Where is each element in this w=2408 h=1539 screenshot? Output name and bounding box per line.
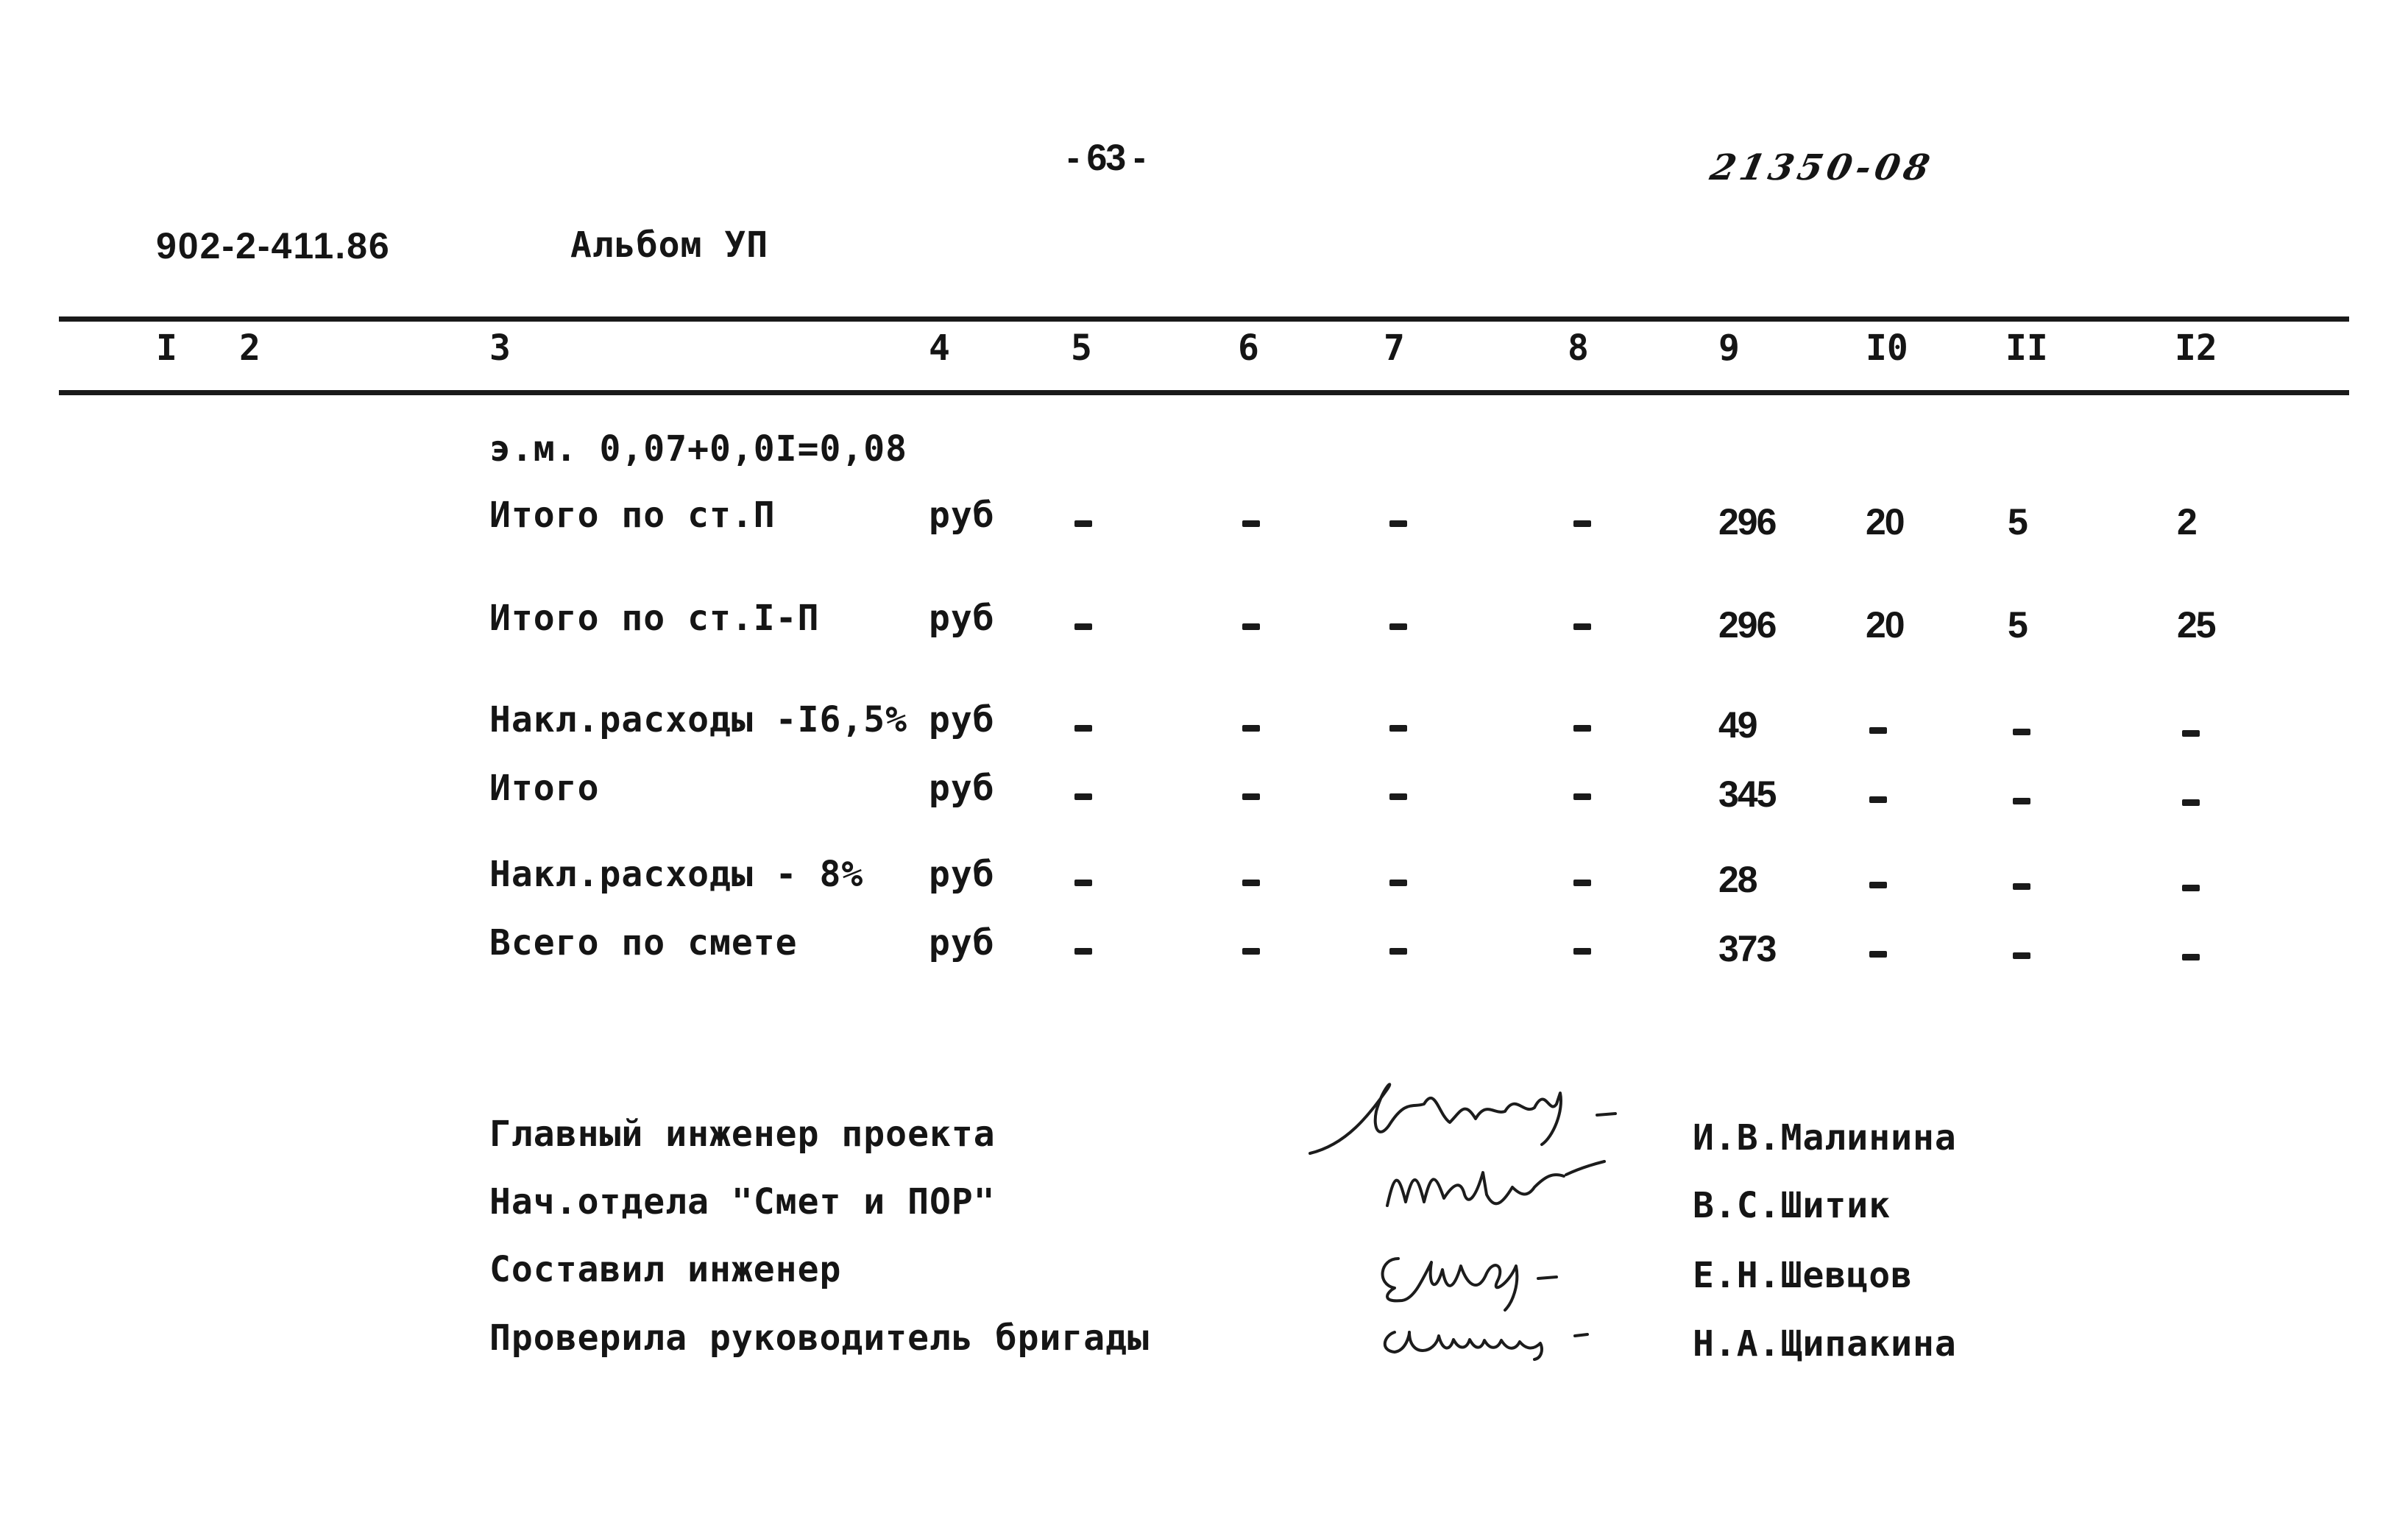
- album-label: Альбом УП: [570, 224, 769, 266]
- empty-cell-dash: [1242, 725, 1260, 732]
- empty-cell-dash: [1074, 725, 1092, 732]
- column-header-2: 2: [239, 328, 261, 369]
- handwritten-code: 21350-08: [1707, 147, 1938, 188]
- signature-role: Составил инженер: [489, 1249, 842, 1290]
- empty-cell-dash: [2013, 729, 2030, 735]
- header-bottom-rule: [59, 390, 2349, 395]
- column-header-5: 5: [1071, 328, 1092, 369]
- row-unit: руб: [929, 768, 995, 809]
- empty-cell-dash: [2013, 798, 2030, 804]
- column-header-11: II: [2005, 328, 2048, 369]
- row-label: Накл.расходы -I6,5%: [489, 699, 908, 740]
- empty-cell-dash: [2182, 730, 2200, 737]
- page-number: - 63 -: [1067, 137, 1144, 178]
- row-unit: руб: [929, 922, 995, 963]
- column-header-7: 7: [1384, 328, 1405, 369]
- signature-name: И.В.Малинина: [1693, 1117, 1957, 1158]
- empty-cell-dash: [1074, 623, 1092, 630]
- empty-cell-dash: [1869, 951, 1887, 958]
- empty-cell-dash: [1573, 793, 1591, 800]
- cell-col9: 28: [1718, 859, 1757, 900]
- formula-line: э.м. 0,07+0,0I=0,08: [489, 428, 908, 470]
- cell-col11: 5: [2008, 604, 2027, 645]
- row-label: Итого по ст.I-П: [489, 598, 820, 639]
- signature-role: Проверила руководитель бригады: [489, 1317, 1150, 1359]
- cell-col11: 5: [2008, 501, 2027, 542]
- signature-name: Е.Н.Шевцов: [1693, 1255, 1913, 1296]
- empty-cell-dash: [1573, 880, 1591, 886]
- column-header-4: 4: [929, 328, 950, 369]
- empty-cell-dash: [1389, 520, 1407, 527]
- handwritten-signature: [1303, 1071, 1649, 1167]
- empty-cell-dash: [1573, 623, 1591, 630]
- empty-cell-dash: [1869, 727, 1887, 734]
- empty-cell-dash: [1573, 948, 1591, 955]
- empty-cell-dash: [1389, 880, 1407, 886]
- empty-cell-dash: [2182, 885, 2200, 891]
- row-label: Итого по ст.П: [489, 495, 776, 536]
- empty-cell-dash: [1074, 793, 1092, 800]
- column-header-3: 3: [489, 328, 511, 369]
- empty-cell-dash: [1074, 880, 1092, 886]
- empty-cell-dash: [1074, 520, 1092, 527]
- empty-cell-dash: [1242, 880, 1260, 886]
- signature-name: В.С.Шитик: [1693, 1185, 1891, 1226]
- cell-col9: 49: [1718, 704, 1757, 746]
- signature-name: Н.А.Щипакина: [1693, 1323, 1957, 1365]
- empty-cell-dash: [2013, 952, 2030, 959]
- row-unit: руб: [929, 495, 995, 536]
- row-unit: руб: [929, 598, 995, 639]
- signature-role: Главный инженер проекта: [489, 1114, 996, 1155]
- cell-col9: 296: [1718, 501, 1776, 542]
- cell-col12: 2: [2177, 501, 2196, 542]
- column-header-1: I: [156, 328, 177, 369]
- column-header-10: I0: [1866, 328, 1908, 369]
- empty-cell-dash: [2182, 799, 2200, 806]
- column-header-6: 6: [1238, 328, 1259, 369]
- row-unit: руб: [929, 699, 995, 740]
- empty-cell-dash: [1573, 520, 1591, 527]
- empty-cell-dash: [1242, 520, 1260, 527]
- column-header-12: I2: [2175, 328, 2217, 369]
- cell-col10: 20: [1866, 604, 1904, 645]
- empty-cell-dash: [1389, 623, 1407, 630]
- empty-cell-dash: [2182, 954, 2200, 960]
- header-top-rule: [59, 316, 2349, 322]
- row-label: Итого: [489, 768, 600, 809]
- empty-cell-dash: [1242, 623, 1260, 630]
- handwritten-signature: [1369, 1233, 1590, 1314]
- column-header-8: 8: [1568, 328, 1589, 369]
- cell-col9: 373: [1718, 928, 1776, 969]
- empty-cell-dash: [1074, 948, 1092, 955]
- empty-cell-dash: [1573, 725, 1591, 732]
- row-label: Всего по смете: [489, 922, 798, 963]
- empty-cell-dash: [1389, 725, 1407, 732]
- cell-col9: 345: [1718, 774, 1776, 815]
- cell-col9: 296: [1718, 604, 1776, 645]
- cell-col12: 25: [2177, 604, 2215, 645]
- empty-cell-dash: [1869, 882, 1887, 888]
- column-header-9: 9: [1718, 328, 1740, 369]
- empty-cell-dash: [1389, 948, 1407, 955]
- row-label: Накл.расходы - 8%: [489, 854, 864, 895]
- cell-col10: 20: [1866, 501, 1904, 542]
- signature-role: Нач.отдела "Смет и ПОР": [489, 1181, 996, 1223]
- empty-cell-dash: [1242, 793, 1260, 800]
- empty-cell-dash: [1869, 796, 1887, 803]
- handwritten-signature: [1365, 1306, 1615, 1373]
- handwritten-signature: [1384, 1154, 1634, 1220]
- empty-cell-dash: [1242, 948, 1260, 955]
- empty-cell-dash: [1389, 793, 1407, 800]
- empty-cell-dash: [2013, 883, 2030, 890]
- row-unit: руб: [929, 854, 995, 895]
- doc-code: 902-2-411.86: [156, 225, 391, 266]
